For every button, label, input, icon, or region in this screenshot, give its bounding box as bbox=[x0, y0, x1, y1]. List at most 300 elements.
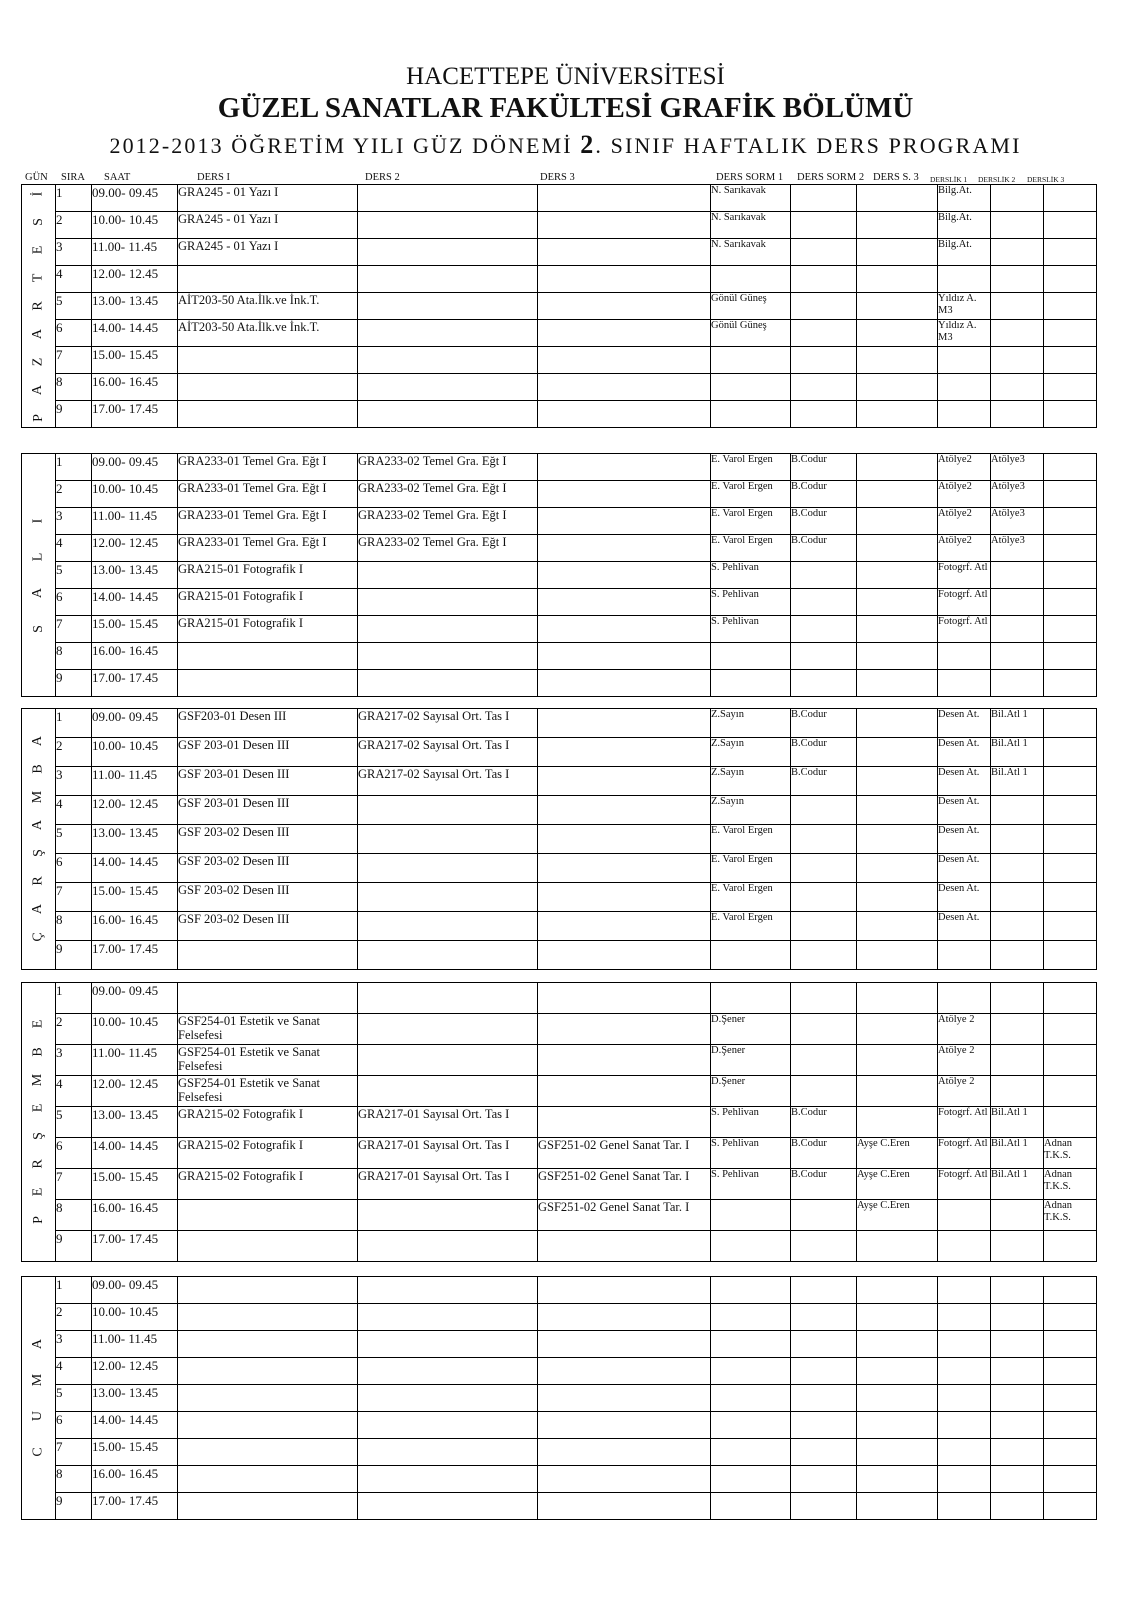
derslik2-cell bbox=[991, 796, 1044, 825]
saat-cell: 12.00- 12.45 bbox=[92, 1076, 178, 1107]
saat-cell: 10.00- 10.45 bbox=[92, 212, 178, 239]
derslik3-cell bbox=[1044, 454, 1097, 481]
ders2-cell bbox=[358, 854, 538, 883]
saat-cell: 09.00- 09.45 bbox=[92, 1277, 178, 1304]
ders3-cell bbox=[538, 1331, 711, 1358]
table-row bbox=[22, 1385, 1097, 1412]
table-row bbox=[22, 941, 1097, 970]
day-letter: E bbox=[30, 1187, 46, 1196]
ders2-cell bbox=[358, 1045, 538, 1076]
sorm3-cell bbox=[857, 767, 938, 796]
sorm3-cell bbox=[857, 239, 938, 266]
derslik2-cell bbox=[991, 1277, 1044, 1304]
saat-cell: 11.00- 11.45 bbox=[92, 508, 178, 535]
sira-cell: 6 bbox=[56, 320, 92, 347]
saat-cell: 14.00- 14.45 bbox=[92, 1412, 178, 1439]
table-row bbox=[22, 1231, 1097, 1262]
derslik2-cell: Atölye3 bbox=[991, 481, 1044, 508]
sira-cell: 2 bbox=[56, 481, 92, 508]
derslik1-cell: Atölye 2 bbox=[938, 1076, 991, 1107]
ders2-cell bbox=[358, 1466, 538, 1493]
saat-cell: 15.00- 15.45 bbox=[92, 347, 178, 374]
sira-cell: 3 bbox=[56, 1331, 92, 1358]
derslik2-cell: Atölye3 bbox=[991, 508, 1044, 535]
day-name bbox=[22, 185, 56, 428]
sorm2-cell bbox=[791, 1200, 857, 1231]
sorm3-cell bbox=[857, 854, 938, 883]
day-letter: E bbox=[30, 1019, 46, 1028]
derslik3-cell bbox=[1044, 589, 1097, 616]
saat-cell: 09.00- 09.45 bbox=[92, 185, 178, 212]
ders3-cell bbox=[538, 508, 711, 535]
ders2-cell bbox=[358, 185, 538, 212]
saat-cell: 15.00- 15.45 bbox=[92, 883, 178, 912]
sira-cell: 6 bbox=[56, 1138, 92, 1169]
table-row bbox=[22, 185, 1097, 212]
sorm1-cell: Gönül Güneş bbox=[711, 320, 791, 347]
saat-cell: 11.00- 11.45 bbox=[92, 1045, 178, 1076]
derslik3-cell bbox=[1044, 643, 1097, 670]
ders3-cell bbox=[538, 983, 711, 1014]
ders3-cell bbox=[538, 293, 711, 320]
table-row bbox=[22, 212, 1097, 239]
table-row bbox=[22, 266, 1097, 293]
derslik3-cell bbox=[1044, 1277, 1097, 1304]
col-gun: GÜN bbox=[25, 172, 48, 183]
saat-cell: 16.00- 16.45 bbox=[92, 1466, 178, 1493]
sorm1-cell bbox=[711, 374, 791, 401]
sira-cell: 2 bbox=[56, 1014, 92, 1045]
day-letter: U bbox=[30, 1410, 46, 1421]
sira-cell: 2 bbox=[56, 738, 92, 767]
derslik1-cell bbox=[938, 983, 991, 1014]
derslik2-cell bbox=[991, 1331, 1044, 1358]
sorm3-cell bbox=[857, 1107, 938, 1138]
sorm1-cell bbox=[711, 983, 791, 1014]
saat-cell: 12.00- 12.45 bbox=[92, 796, 178, 825]
sorm3-cell bbox=[857, 1045, 938, 1076]
ders3-cell bbox=[538, 185, 711, 212]
table-row bbox=[22, 535, 1097, 562]
day-letter: E bbox=[30, 245, 46, 254]
table-row bbox=[22, 481, 1097, 508]
sorm3-cell bbox=[857, 185, 938, 212]
saat-cell: 09.00- 09.45 bbox=[92, 709, 178, 738]
col-sira: SIRA bbox=[61, 172, 85, 183]
sira-cell: 3 bbox=[56, 1045, 92, 1076]
ders3-cell bbox=[538, 1107, 711, 1138]
derslik3-cell bbox=[1044, 767, 1097, 796]
day-name bbox=[22, 709, 56, 970]
day-letter: İ bbox=[30, 191, 46, 196]
sorm2-cell bbox=[791, 1439, 857, 1466]
derslik2-cell bbox=[991, 1439, 1044, 1466]
ders2-cell: GRA217-02 Sayısal Ort. Tas I bbox=[358, 767, 538, 796]
day-table-carsamba bbox=[21, 708, 1097, 970]
sorm2-cell: B.Codur bbox=[791, 454, 857, 481]
derslik2-cell bbox=[991, 1412, 1044, 1439]
day-letter: S bbox=[30, 217, 46, 226]
derslik2-cell bbox=[991, 589, 1044, 616]
sorm2-cell bbox=[791, 212, 857, 239]
derslik1-cell bbox=[938, 1412, 991, 1439]
sira-cell: 4 bbox=[56, 796, 92, 825]
derslik2-cell bbox=[991, 562, 1044, 589]
ders2-cell bbox=[358, 941, 538, 970]
day-table-persembe bbox=[21, 982, 1097, 1262]
sorm3-cell bbox=[857, 1439, 938, 1466]
derslik1-cell bbox=[938, 266, 991, 293]
day-letter: A bbox=[30, 903, 46, 914]
derslik3-cell: Adnan T.K.S. bbox=[1044, 1169, 1097, 1200]
table-row bbox=[22, 589, 1097, 616]
sira-cell: 8 bbox=[56, 643, 92, 670]
sorm1-cell bbox=[711, 1304, 791, 1331]
derslik2-cell bbox=[991, 266, 1044, 293]
sira-cell: 1 bbox=[56, 983, 92, 1014]
derslik3-cell bbox=[1044, 481, 1097, 508]
day-name bbox=[22, 454, 56, 697]
ders3-cell bbox=[538, 266, 711, 293]
sorm2-cell bbox=[791, 883, 857, 912]
derslik1-cell: Fotogrf. Atl bbox=[938, 1107, 991, 1138]
sorm2-cell bbox=[791, 185, 857, 212]
sorm2-cell: B.Codur bbox=[791, 1107, 857, 1138]
sorm1-cell bbox=[711, 1385, 791, 1412]
ders3-cell bbox=[538, 1277, 711, 1304]
table-row bbox=[22, 1358, 1097, 1385]
sorm1-cell: E. Varol Ergen bbox=[711, 481, 791, 508]
saat-cell: 16.00- 16.45 bbox=[92, 643, 178, 670]
sorm1-cell bbox=[711, 1412, 791, 1439]
derslik1-cell: Yıldız A. M3 bbox=[938, 320, 991, 347]
table-row bbox=[22, 1466, 1097, 1493]
day-letter: P bbox=[30, 413, 46, 422]
table-row bbox=[22, 1412, 1097, 1439]
ders1-cell bbox=[178, 1231, 358, 1262]
day-letter: A bbox=[30, 1338, 46, 1349]
ders1-cell bbox=[178, 1493, 358, 1520]
sira-cell: 2 bbox=[56, 1304, 92, 1331]
col-derslik3: DERSLİK 3 bbox=[1027, 175, 1065, 184]
university-title: HACETTEPE ÜNİVERSİTESİ bbox=[406, 63, 725, 90]
sira-cell: 7 bbox=[56, 616, 92, 643]
ders1-cell: GSF 203-02 Desen III bbox=[178, 854, 358, 883]
day-letter: R bbox=[30, 875, 46, 886]
sorm1-cell: E. Varol Ergen bbox=[711, 883, 791, 912]
ders1-cell: GRA215-02 Fotografik I bbox=[178, 1169, 358, 1200]
saat-cell: 16.00- 16.45 bbox=[92, 1200, 178, 1231]
derslik1-cell bbox=[938, 1493, 991, 1520]
sorm1-cell bbox=[711, 941, 791, 970]
saat-cell: 14.00- 14.45 bbox=[92, 320, 178, 347]
table-row bbox=[22, 401, 1097, 428]
derslik1-cell bbox=[938, 1231, 991, 1262]
sorm2-cell bbox=[791, 643, 857, 670]
derslik3-cell bbox=[1044, 401, 1097, 428]
saat-cell: 15.00- 15.45 bbox=[92, 616, 178, 643]
derslik1-cell bbox=[938, 1466, 991, 1493]
sorm1-cell: D.Şener bbox=[711, 1045, 791, 1076]
derslik2-cell: Bil.Atl 1 bbox=[991, 767, 1044, 796]
derslik3-cell bbox=[1044, 508, 1097, 535]
ders1-cell bbox=[178, 670, 358, 697]
ders1-cell bbox=[178, 1304, 358, 1331]
sorm3-cell bbox=[857, 1076, 938, 1107]
derslik2-cell bbox=[991, 983, 1044, 1014]
derslik1-cell: Desen At. bbox=[938, 767, 991, 796]
sorm1-cell: S. Pehlivan bbox=[711, 616, 791, 643]
sira-cell: 9 bbox=[56, 670, 92, 697]
faculty-title: GÜZEL SANATLAR FAKÜLTESİ GRAFİK BÖLÜMÜ bbox=[217, 92, 914, 124]
derslik2-cell bbox=[991, 1200, 1044, 1231]
sira-cell: 8 bbox=[56, 1200, 92, 1231]
day-table-pazartesi bbox=[21, 184, 1097, 428]
day-letter: B bbox=[30, 763, 46, 774]
table-row bbox=[22, 1439, 1097, 1466]
day-letter: R bbox=[30, 300, 46, 311]
derslik3-cell bbox=[1044, 883, 1097, 912]
table-row bbox=[22, 239, 1097, 266]
sorm2-cell bbox=[791, 239, 857, 266]
ders3-cell bbox=[538, 643, 711, 670]
sira-cell: 6 bbox=[56, 589, 92, 616]
day-letter: A bbox=[30, 587, 46, 598]
sorm2-cell bbox=[791, 1045, 857, 1076]
sorm2-cell bbox=[791, 796, 857, 825]
sorm3-cell: Ayşe C.Eren bbox=[857, 1200, 938, 1231]
ders1-cell: GSF254-01 Estetik ve Sanat Felsefesi bbox=[178, 1014, 358, 1045]
sira-cell: 1 bbox=[56, 709, 92, 738]
derslik1-cell bbox=[938, 374, 991, 401]
table-row bbox=[22, 1014, 1097, 1045]
ders3-cell bbox=[538, 320, 711, 347]
sorm1-cell: N. Sarıkavak bbox=[711, 239, 791, 266]
day-table-cuma bbox=[21, 1276, 1097, 1520]
derslik2-cell: Bil.Atl 1 bbox=[991, 1107, 1044, 1138]
ders1-cell bbox=[178, 374, 358, 401]
derslik1-cell: Fotogrf. Atl bbox=[938, 1169, 991, 1200]
derslik1-cell: Fotogrf. Atl bbox=[938, 616, 991, 643]
derslik3-cell bbox=[1044, 562, 1097, 589]
table-row bbox=[22, 983, 1097, 1014]
sorm2-cell bbox=[791, 983, 857, 1014]
ders1-cell: GRA245 - 01 Yazı I bbox=[178, 185, 358, 212]
table-row bbox=[22, 1277, 1097, 1304]
sira-cell: 8 bbox=[56, 1466, 92, 1493]
derslik3-cell bbox=[1044, 1014, 1097, 1045]
saat-cell: 17.00- 17.45 bbox=[92, 401, 178, 428]
ders3-cell bbox=[538, 767, 711, 796]
derslik1-cell bbox=[938, 1358, 991, 1385]
ders2-cell bbox=[358, 643, 538, 670]
sorm2-cell bbox=[791, 374, 857, 401]
ders2-cell bbox=[358, 1200, 538, 1231]
day-letter: B bbox=[30, 1046, 46, 1057]
sorm1-cell bbox=[711, 1200, 791, 1231]
saat-cell: 13.00- 13.45 bbox=[92, 1107, 178, 1138]
sorm3-cell bbox=[857, 1304, 938, 1331]
ders2-cell bbox=[358, 1304, 538, 1331]
ders2-cell bbox=[358, 1277, 538, 1304]
derslik3-cell bbox=[1044, 1493, 1097, 1520]
sorm2-cell bbox=[791, 1231, 857, 1262]
derslik1-cell bbox=[938, 1200, 991, 1231]
sorm3-cell bbox=[857, 535, 938, 562]
saat-cell: 15.00- 15.45 bbox=[92, 1169, 178, 1200]
derslik3-cell bbox=[1044, 185, 1097, 212]
sira-cell: 5 bbox=[56, 293, 92, 320]
ders3-cell bbox=[538, 738, 711, 767]
ders2-cell bbox=[358, 883, 538, 912]
derslik3-cell bbox=[1044, 941, 1097, 970]
ders1-cell bbox=[178, 266, 358, 293]
ders1-cell bbox=[178, 1466, 358, 1493]
sorm1-cell: E. Varol Ergen bbox=[711, 912, 791, 941]
ders2-cell: GRA233-02 Temel Gra. Eğt I bbox=[358, 535, 538, 562]
ders1-cell: GSF203-01 Desen III bbox=[178, 709, 358, 738]
table-row bbox=[22, 767, 1097, 796]
ders1-cell: GRA245 - 01 Yazı I bbox=[178, 212, 358, 239]
derslik3-cell bbox=[1044, 1107, 1097, 1138]
derslik2-cell bbox=[991, 854, 1044, 883]
table-row bbox=[22, 796, 1097, 825]
derslik2-cell bbox=[991, 670, 1044, 697]
saat-cell: 15.00- 15.45 bbox=[92, 1439, 178, 1466]
table-row bbox=[22, 1304, 1097, 1331]
derslik1-cell bbox=[938, 1439, 991, 1466]
derslik3-cell bbox=[1044, 796, 1097, 825]
ders2-cell: GRA217-01 Sayısal Ort. Tas I bbox=[358, 1107, 538, 1138]
derslik3-cell bbox=[1044, 1439, 1097, 1466]
sorm3-cell bbox=[857, 1493, 938, 1520]
derslik3-cell: Adnan T.K.S. bbox=[1044, 1200, 1097, 1231]
ders3-cell: GSF251-02 Genel Sanat Tar. I bbox=[538, 1200, 711, 1231]
ders1-cell: GSF 203-01 Desen III bbox=[178, 796, 358, 825]
derslik2-cell: Bil.Atl 1 bbox=[991, 1138, 1044, 1169]
sorm1-cell bbox=[711, 1231, 791, 1262]
derslik3-cell bbox=[1044, 670, 1097, 697]
ders2-cell bbox=[358, 1231, 538, 1262]
sorm1-cell bbox=[711, 401, 791, 428]
table-row bbox=[22, 320, 1097, 347]
ders2-cell: GRA233-02 Temel Gra. Eğt I bbox=[358, 508, 538, 535]
derslik1-cell: Atölye2 bbox=[938, 481, 991, 508]
saat-cell: 10.00- 10.45 bbox=[92, 1304, 178, 1331]
derslik3-cell bbox=[1044, 1385, 1097, 1412]
saat-cell: 13.00- 13.45 bbox=[92, 562, 178, 589]
derslik3-cell bbox=[1044, 1466, 1097, 1493]
day-table-sali bbox=[21, 453, 1097, 697]
sorm2-cell: B.Codur bbox=[791, 709, 857, 738]
day-letter: M bbox=[30, 790, 46, 803]
sira-cell: 5 bbox=[56, 825, 92, 854]
day-letter: M bbox=[30, 1373, 46, 1386]
ders3-cell bbox=[538, 481, 711, 508]
ders3-cell bbox=[538, 1045, 711, 1076]
table-row bbox=[22, 508, 1097, 535]
saat-cell: 10.00- 10.45 bbox=[92, 738, 178, 767]
ders2-cell: GRA217-01 Sayısal Ort. Tas I bbox=[358, 1169, 538, 1200]
derslik2-cell bbox=[991, 239, 1044, 266]
derslik1-cell bbox=[938, 670, 991, 697]
ders2-cell bbox=[358, 825, 538, 854]
col-derslik2: DERSLİK 2 bbox=[978, 175, 1016, 184]
ders2-cell bbox=[358, 347, 538, 374]
ders3-cell bbox=[538, 1412, 711, 1439]
sira-cell: 7 bbox=[56, 1439, 92, 1466]
ders3-cell bbox=[538, 1014, 711, 1045]
sorm2-cell bbox=[791, 320, 857, 347]
derslik1-cell: Desen At. bbox=[938, 883, 991, 912]
derslik1-cell: Desen At. bbox=[938, 796, 991, 825]
ders3-cell bbox=[538, 1493, 711, 1520]
saat-cell: 13.00- 13.45 bbox=[92, 1385, 178, 1412]
sorm2-cell bbox=[791, 941, 857, 970]
derslik2-cell bbox=[991, 1304, 1044, 1331]
day-letter: Ş bbox=[30, 1131, 46, 1140]
sorm2-cell: B.Codur bbox=[791, 1138, 857, 1169]
sorm3-cell bbox=[857, 1412, 938, 1439]
derslik3-cell bbox=[1044, 616, 1097, 643]
derslik2-cell bbox=[991, 347, 1044, 374]
saat-cell: 13.00- 13.45 bbox=[92, 293, 178, 320]
ders3-cell bbox=[538, 347, 711, 374]
derslik1-cell: Desen At. bbox=[938, 709, 991, 738]
sorm3-cell bbox=[857, 883, 938, 912]
ders2-cell bbox=[358, 212, 538, 239]
ders1-cell bbox=[178, 1277, 358, 1304]
ders3-cell bbox=[538, 616, 711, 643]
table-row bbox=[22, 709, 1097, 738]
sira-cell: 4 bbox=[56, 266, 92, 293]
ders3-cell bbox=[538, 589, 711, 616]
saat-cell: 14.00- 14.45 bbox=[92, 589, 178, 616]
sorm2-cell bbox=[791, 1076, 857, 1107]
sorm2-cell: B.Codur bbox=[791, 535, 857, 562]
saat-cell: 11.00- 11.45 bbox=[92, 1331, 178, 1358]
saat-cell: 11.00- 11.45 bbox=[92, 239, 178, 266]
sorm2-cell bbox=[791, 1493, 857, 1520]
sorm1-cell: D.Şener bbox=[711, 1014, 791, 1045]
saat-cell: 12.00- 12.45 bbox=[92, 266, 178, 293]
col-sorm3: DERS S. 3 bbox=[873, 172, 919, 183]
ders1-cell: GRA233-01 Temel Gra. Eğt I bbox=[178, 535, 358, 562]
derslik1-cell: Fotogrf. Atl bbox=[938, 589, 991, 616]
sorm3-cell bbox=[857, 347, 938, 374]
derslik1-cell: Bilg.At. bbox=[938, 185, 991, 212]
sorm1-cell: E. Varol Ergen bbox=[711, 854, 791, 883]
table-row bbox=[22, 1169, 1097, 1200]
derslik3-cell bbox=[1044, 1231, 1097, 1262]
ders2-cell: GRA217-01 Sayısal Ort. Tas I bbox=[358, 1138, 538, 1169]
derslik1-cell bbox=[938, 347, 991, 374]
sorm2-cell bbox=[791, 616, 857, 643]
sira-cell: 1 bbox=[56, 185, 92, 212]
sorm1-cell: Z.Sayın bbox=[711, 738, 791, 767]
day-letter: A bbox=[30, 328, 46, 339]
day-letter: A bbox=[30, 735, 46, 746]
sorm1-cell: S. Pehlivan bbox=[711, 562, 791, 589]
sorm2-cell bbox=[791, 1412, 857, 1439]
sorm1-cell: N. Sarıkavak bbox=[711, 212, 791, 239]
sira-cell: 4 bbox=[56, 1076, 92, 1107]
ders1-cell: GRA215-01 Fotografik I bbox=[178, 562, 358, 589]
saat-cell: 11.00- 11.45 bbox=[92, 767, 178, 796]
table-row bbox=[22, 454, 1097, 481]
ders3-cell bbox=[538, 1385, 711, 1412]
program-title bbox=[0, 132, 1131, 158]
